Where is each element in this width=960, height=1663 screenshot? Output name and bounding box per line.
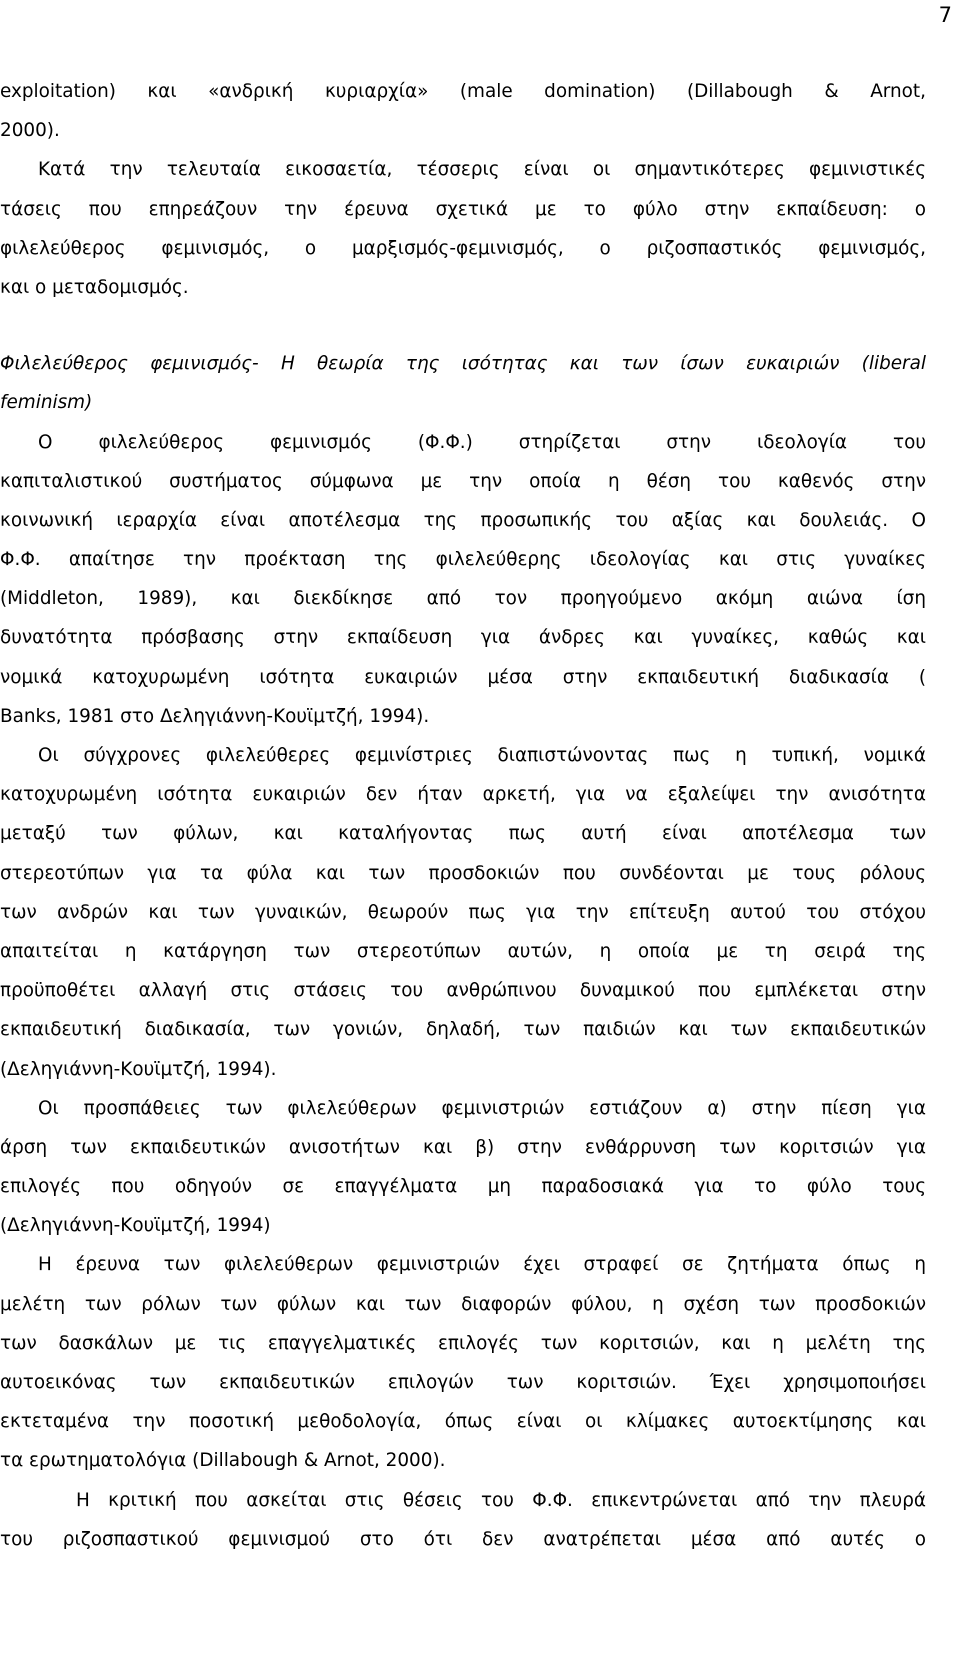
text-line: Κατά την τελευταία εικοσαετία, τέσσερις είναι οι σημαντικότερες φεμινιστικές <box>38 159 926 181</box>
text-line: εκπαιδευτική διαδικασία, των γονιών, δηλαδή, των παιδιών και των εκπαιδευτικών <box>0 1019 926 1041</box>
section-heading: Φιλελεύθερος φεμινισμός- Η θεωρία της ισότητας και των ίσων ευκαιριών (liberal <box>0 353 926 375</box>
text-line: (Δεληγιάννη-Κουϊμτζή, 1994) <box>0 1215 271 1237</box>
text-line: στερεοτύπων για τα φύλα και των προσδοκιών που συνδέονται με τους ρόλους <box>0 862 926 884</box>
text-line: Οι προσπάθειες των φιλελεύθερων φεμινιστριών εστιάζουν α) στην πίεση για <box>38 1097 926 1119</box>
text-line: άρση των εκπαιδευτικών ανισοτήτων και β) στην ενθάρρυνση των κοριτσιών για <box>0 1136 926 1158</box>
text-line: του ριζοσπαστικού φεμινισμού στο ότι δεν ανατρέπεται μέσα από αυτές ο <box>0 1528 926 1550</box>
text-line: και ο μεταδομισμός. <box>0 276 189 298</box>
text-line: (Δεληγιάννη-Κουϊμτζή, 1994). <box>0 1058 277 1080</box>
text-line: απαιτείται η κατάργηση των στερεοτύπων αυτών, η οποία με τη σειρά της <box>0 940 926 962</box>
text-line: Η έρευνα των φιλελεύθερων φεμινιστριών έχει στραφεί σε ζητήματα όπως η <box>38 1254 926 1276</box>
text-line: μεταξύ των φύλων, και καταλήγοντας πως αυτή είναι αποτέλεσμα των <box>0 823 926 845</box>
text-line: exploitation) και «ανδρική κυριαρχία» (male domination) (Dillabough & Arnot, <box>0 81 926 102</box>
text-line: των ανδρών και των γυναικών, θεωρούν πως για την επίτευξη αυτού του στόχου <box>0 901 926 923</box>
text-line: δυνατότητα πρόσβασης στην εκπαίδευση για άνδρες και γυναίκες, καθώς και <box>0 627 926 649</box>
text-line: αυτοεικόνας των εκπαιδευτικών επιλογών των κοριτσιών. Έχει χρησιμοποιήσει <box>0 1372 926 1393</box>
text-line: 2000). <box>0 120 60 142</box>
text-line: (Middleton, 1989), και διεκδίκησε από τον προηγούμενο ακόμη αιώνα ίση <box>0 588 926 610</box>
text-line: προϋποθέτει αλλαγή στις στάσεις του ανθρώπινου δυναμικού που εμπλέκεται στην <box>0 980 926 1002</box>
text-line: κατοχυρωμένη ισότητα ευκαιριών δεν ήταν αρκετή, για να εξαλείψει την ανισότητα <box>0 784 926 806</box>
text-line: τα ερωτηματολόγια (Dillabough & Arnot, 2000). <box>0 1450 446 1472</box>
text-line: φιλελεύθερος φεμινισμός, ο μαρξισμός-φεμινισμός, ο ριζοσπαστικός φεμινισμός, <box>0 237 926 259</box>
text-line: κοινωνική ιεραρχία είναι αποτέλεσμα της προσωπικής του αξίας και δουλειάς. Ο <box>0 509 926 531</box>
section-heading: feminism) <box>0 392 93 414</box>
text-line: των δασκάλων με τις επαγγελματικές επιλογές των κοριτσιών, και η μελέτη της <box>0 1332 926 1354</box>
text-line: επιλογές που οδηγούν σε επαγγέλματα μη παραδοσιακά για το φύλο τους <box>0 1176 926 1198</box>
text-line: Banks, 1981 στο Δεληγιάννη-Κουϊμτζή, 1994). <box>0 705 430 727</box>
text-line: τάσεις που επηρεάζουν την έρευνα σχετικά με το φύλο στην εκπαίδευση: ο <box>0 198 926 220</box>
text-line: Φ.Φ. απαίτησε την προέκταση της φιλελεύθερης ιδεολογίας και στις γυναίκες <box>0 549 926 571</box>
text-line: Ο φιλελεύθερος φεμινισμός (Φ.Φ.) στηρίζεται στην ιδεολογία του <box>38 431 926 453</box>
page-number: 7 <box>938 3 952 27</box>
text-line: Η κριτική που ασκείται στις θέσεις του Φ.Φ. επικεντρώνεται από την πλευρά <box>76 1489 926 1511</box>
text-line: καπιταλιστικού συστήματος σύμφωνα με την οποία η θέση του καθενός στην <box>0 470 926 492</box>
text-line: νομικά κατοχυρωμένη ισότητα ευκαιριών μέσα στην εκπαιδευτική διαδικασία ( <box>0 666 926 688</box>
document-body <box>0 72 926 1559</box>
text-line: Οι σύγχρονες φιλελεύθερες φεμινίστριες διαπιστώνοντας πως η τυπική, νομικά <box>38 745 926 766</box>
text-line: εκτεταμένα την ποσοτική μεθοδολογία, όπως είναι οι κλίμακες αυτοεκτίμησης και <box>0 1411 926 1433</box>
text-line: μελέτη των ρόλων των φύλων και των διαφορών φύλου, η σχέση των προσδοκιών <box>0 1293 926 1315</box>
